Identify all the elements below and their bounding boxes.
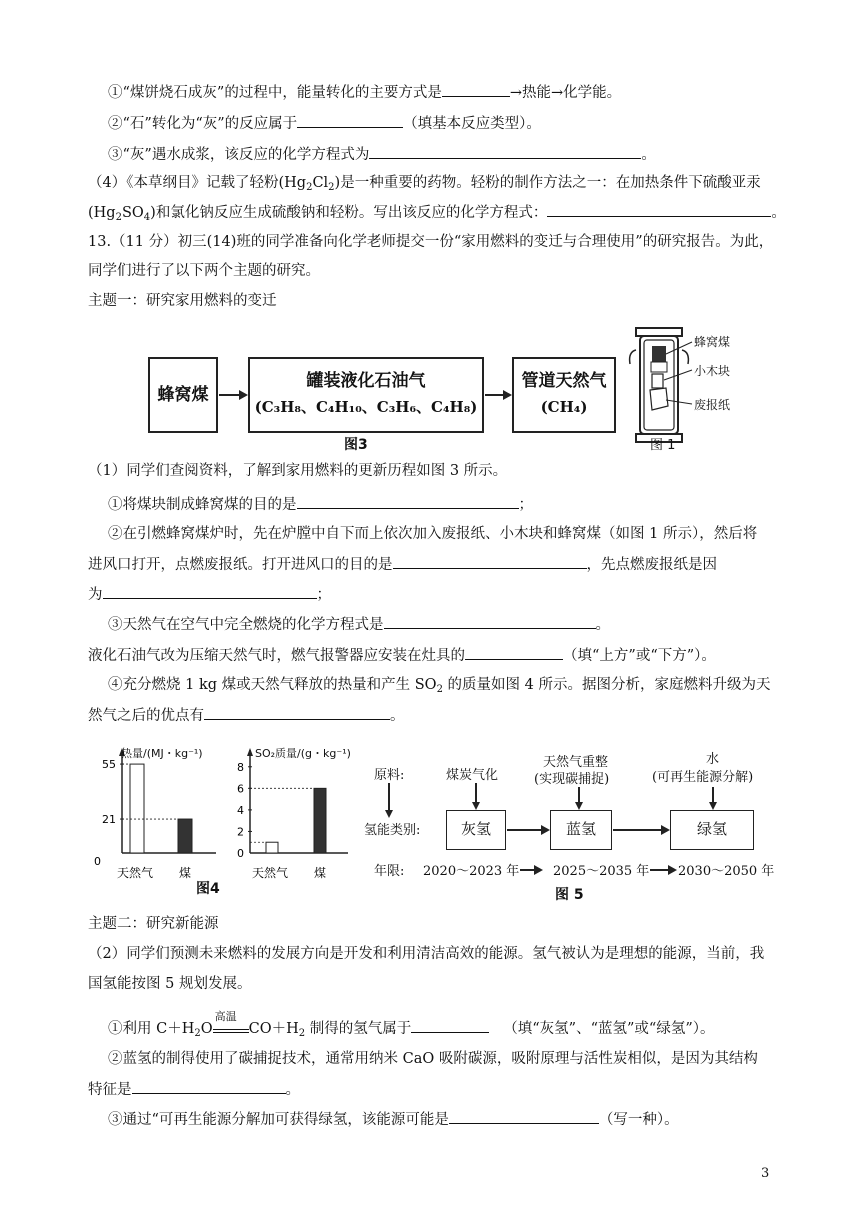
fig4-chart2-ylabel: SO₂质量/(g・kg⁻¹) [255, 747, 351, 760]
part-2-intro-line-2: 国氢能按图 5 规划发展。 [88, 976, 252, 992]
answer-blank[interactable] [384, 614, 596, 629]
theme-1-heading: 主题一：研究家用燃料的变迁 [88, 293, 277, 309]
fig5-src-renewable: (可再生能源分解) [652, 770, 754, 785]
fig1-label-honeycomb-coal: 蜂窝煤 [694, 335, 731, 349]
fig4-heat-chart [90, 742, 220, 882]
category-label: 天然气 [116, 866, 154, 880]
part-1-q3: ③天然气在空气中完全燃烧的化学方程式是 。 [108, 614, 610, 635]
bar [314, 788, 326, 853]
fig5-years-green: 2030～2050 年 [678, 864, 775, 879]
part-2-q1: ①利用 $C+H_2O$ 高温 $CO+H_2$ 制得的氢气属于 （填“灰氢”、“蓝氢”或“绿氢”）。 [108, 1010, 715, 1039]
fig5-arrow-head [472, 802, 480, 810]
part-1-q3-line-2: 液化石油气改为压缩天然气时，燃气报警器应安装在灶具的 （填“上方”或“下方”）。 [88, 645, 716, 666]
q-line-4: （4）《本草纲目》记载了轻粉$(Hg_2Cl_2)$是一种重要的药物。轻粉的制作方法之一：在加热条件下硫酸亚汞 [88, 175, 761, 193]
fig5-arrow-stem [578, 787, 580, 803]
part-2-intro: （2）同学们预测未来燃料的发展方向是开发和利用清洁高效的能源。氢气被认为是理想的能源，当前，我 [88, 946, 765, 962]
tick-label: 8 [237, 760, 244, 774]
fig5-src-water: 水 [706, 752, 720, 767]
tick-label: 0 [237, 847, 244, 860]
fig5-arrow-stem [712, 787, 714, 803]
fig5-row-raw-material: 原料: [374, 768, 405, 783]
q13-title: 13.（11 分）初三(14)班的同学准备向化学老师提交一份“家用燃料的变迁与合理使用”的研究报告。为此， [88, 234, 774, 250]
answer-blank[interactable] [103, 584, 317, 599]
category-label: 天然气 [251, 866, 289, 880]
fig5-box-green-hydrogen: 绿氢 [670, 810, 754, 850]
fig5-arrow-stem [388, 783, 390, 811]
part-2-q2: ②蓝氢的制得使用了碳捕捉技术，通常用纳米 CaO 吸附碳源，吸附原理与活性炭相似，是因为其结构 [108, 1051, 758, 1067]
tick-label: 21 [102, 813, 116, 827]
fig5-row-years: 年限: [374, 864, 405, 879]
answer-blank[interactable] [449, 1109, 599, 1124]
fig1-caption: 图 1 [650, 438, 676, 453]
part-1-q1: ①将煤块制成蜂窝煤的目的是 ； [108, 494, 533, 515]
page-number: 3 [761, 1166, 770, 1181]
y-axis-arrow [247, 748, 253, 756]
fig4-caption: 图4 [196, 881, 220, 897]
category-label: 煤 [178, 866, 192, 880]
part-2-q3: ③通过“可再生能源分解加可获得绿氢，该能源可能是 （写一种）。 [108, 1109, 679, 1130]
part-1-intro: （1）同学们查阅资料，了解到家用燃料的更新历程如图 3 所示。 [88, 463, 508, 479]
fig5-src-carbon-capture: (实现碳捕捉) [534, 772, 610, 787]
fig3-arrow-head [503, 390, 512, 400]
fig5-arrow-head [668, 865, 677, 875]
fig5-arrow [650, 869, 670, 871]
fig3-box-lpg: 罐装液化石油气 (C₃H₈、C₄H₁₀、C₃H₆、C₄H₈) [248, 357, 484, 433]
part-2-q2-line-2: 特征是 。 [88, 1079, 300, 1100]
theme-2-heading: 主题二：研究新能源 [88, 916, 219, 932]
part-1-q4: ④充分燃烧 1 kg 煤或天然气释放的热量和产生 $SO_2$ 的质量如图 4 所示。据图分析，家庭燃料升级为天 [108, 677, 771, 695]
fig5-arrow-head [541, 825, 550, 835]
fig5-src-coal-gasification: 煤炭气化 [446, 768, 499, 783]
fig3-arrow-head [239, 390, 248, 400]
fig5-row-hydrogen-type: 氢能类别: [364, 823, 421, 838]
fig5-caption: 图 5 [555, 887, 584, 903]
answer-blank[interactable] [132, 1079, 286, 1094]
bar [130, 764, 144, 853]
fig3-box-natural-gas: 管道天然气 (CH₄) [512, 357, 616, 433]
answer-blank[interactable] [369, 144, 641, 159]
bar [266, 842, 278, 853]
part-1-q4-line-2: 然气之后的优点有 。 [88, 705, 405, 726]
part-1-q2-line-3: 为 ； [88, 584, 331, 605]
fig5-arrow-head [709, 802, 717, 810]
fig5-arrow-head [385, 810, 393, 818]
answer-blank[interactable] [297, 494, 519, 509]
answer-blank[interactable] [547, 202, 771, 217]
fig3-box-honeycomb-coal: 蜂窝煤 [148, 357, 218, 433]
fig3-arrow [219, 394, 241, 396]
fig5-years-gray: 2020～2023 年 [423, 864, 520, 879]
fig5-arrow-stem [475, 783, 477, 803]
q-line-5: $(Hg_2SO_4)$和氯化钠反应生成硫酸钠和轻粉。写出该反应的化学方程式： 。 [88, 202, 786, 228]
tick-label: 2 [237, 825, 244, 839]
answer-blank[interactable] [411, 1018, 489, 1033]
fig5-src-gas-reforming: 天然气重整 [543, 755, 609, 770]
answer-blank[interactable] [465, 645, 563, 660]
part-1-q2: ②在引燃蜂窝煤炉时，先在炉膛中自下而上依次加入废报纸、小木块和蜂窝煤（如图 1 所示），然后将 [108, 526, 758, 542]
answer-blank[interactable] [297, 113, 403, 128]
fig5-arrow-head [661, 825, 670, 835]
fig3-caption: 图3 [344, 437, 368, 453]
fig5-arrow-head [534, 865, 543, 875]
fig1-label-paper: 废报纸 [694, 398, 731, 412]
answer-blank[interactable] [442, 82, 510, 97]
category-label: 煤 [313, 866, 327, 880]
tick-label: 6 [237, 782, 244, 796]
q-line-1: ①“煤饼烧石成灰”的过程中，能量转化的主要方式是 →热能→化学能。 [108, 82, 621, 103]
reaction-condition: 高温 [213, 1021, 249, 1033]
fig5-arrow [507, 829, 543, 831]
q13-line-2: 同学们进行了以下两个主题的研究。 [88, 263, 320, 279]
part-1-q2-line-2: 进风口打开，点燃废报纸。打开进风口的目的是 ，先点燃废报纸是因 [88, 554, 717, 575]
origin-label: 0 [94, 855, 101, 868]
fig5-years-blue: 2025～2035 年 [553, 864, 650, 879]
fig4-chart1-ylabel: 热量/(MJ・kg⁻¹) [121, 747, 203, 760]
answer-blank[interactable] [204, 705, 390, 720]
tick-label: 4 [237, 803, 244, 817]
fig4-so2-chart [232, 742, 352, 882]
q-line-3: ③“灰”遇水成浆，该反应的化学方程式为 。 [108, 144, 656, 165]
fig5-box-blue-hydrogen: 蓝氢 [550, 810, 612, 850]
tick-label: 55 [102, 758, 116, 772]
q-line-2: ②“石”转化为“灰”的反应属于 （填基本反应类型）。 [108, 113, 541, 134]
fig5-arrow-head [575, 802, 583, 810]
bar [178, 819, 192, 853]
fig1-label-wood: 小木块 [694, 364, 731, 378]
answer-blank[interactable] [393, 554, 587, 569]
fig5-arrow [613, 829, 663, 831]
fig5-box-gray-hydrogen: 灰氢 [446, 810, 506, 850]
fig3-arrow [485, 394, 505, 396]
